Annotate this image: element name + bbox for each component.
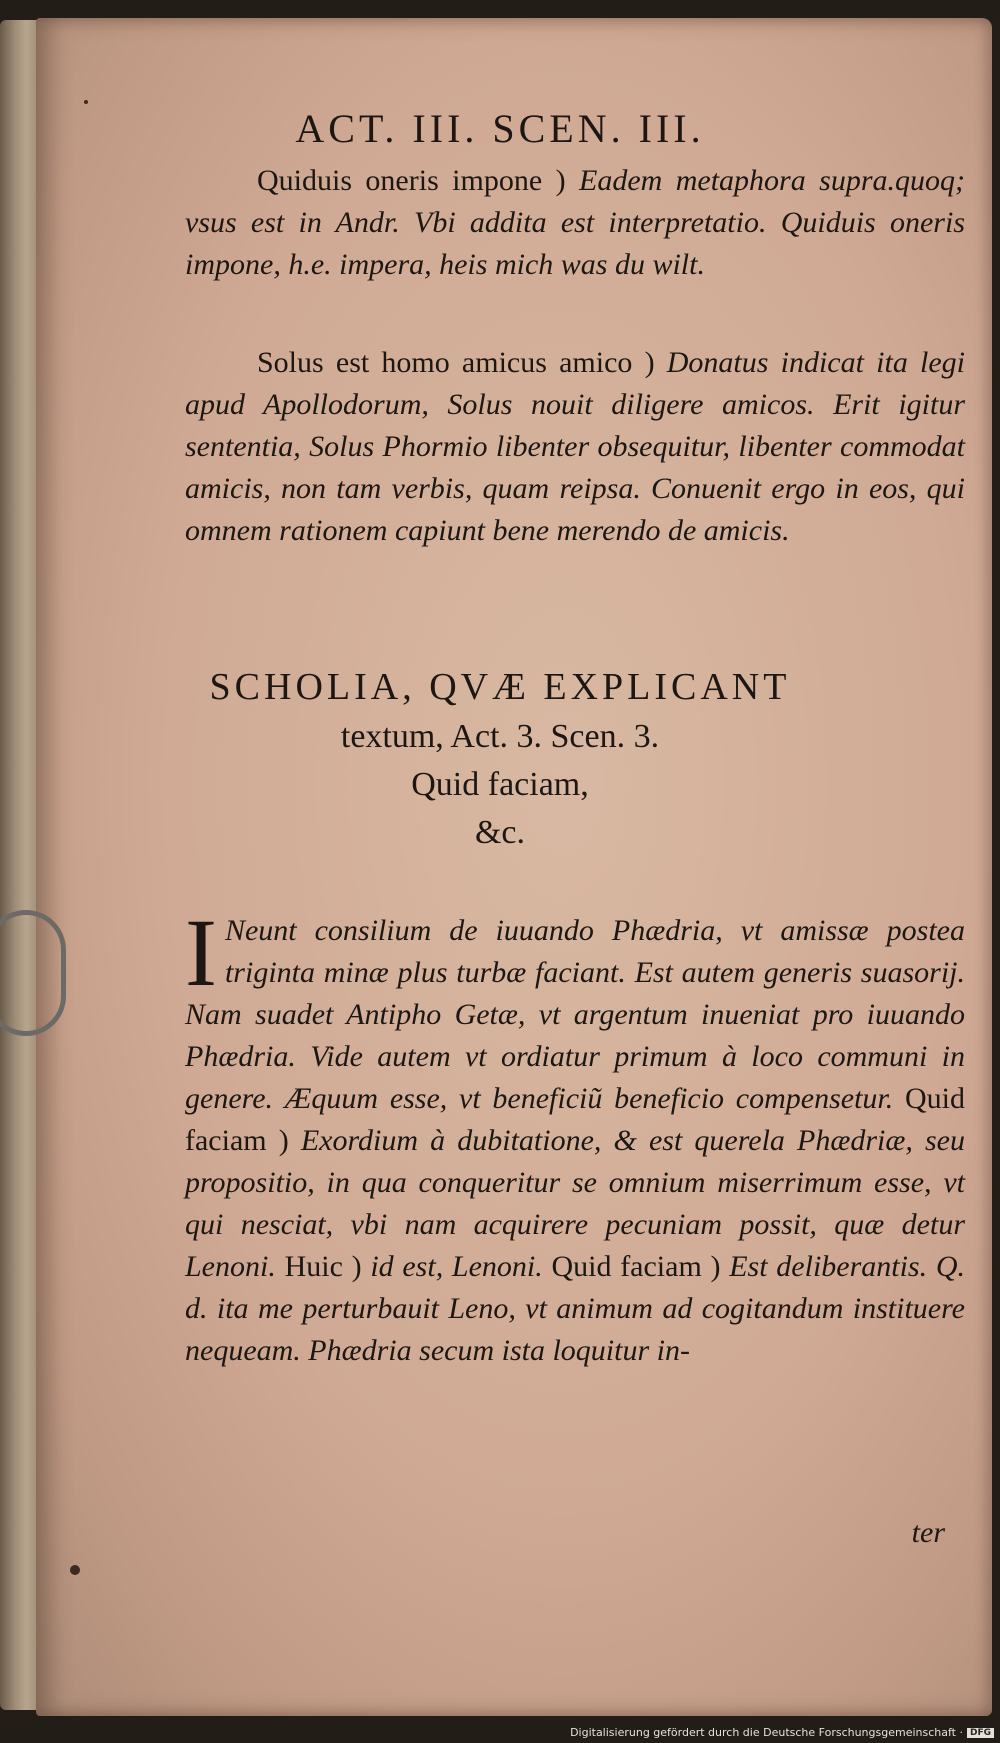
book-clasp-ring xyxy=(0,910,66,1036)
dfg-logo: DFG xyxy=(967,1728,994,1738)
scholia-paragraph xyxy=(185,899,965,1372)
scholia-text: Neunt consilium de iuuando Phædria, vt amissæ postea triginta minæ plus turbæ faciant. Est autem generis suasorij. Nam suadet Antipho Getæ, vt argentum inueniat pro iuuando Phædria. Vide autem vt ordiatur primum à loco communi in genere. Æquum esse, vt beneficiũ beneficio compensetur. xyxy=(185,914,965,1115)
scholia-text: Est deliberantis. Q. d. ita me perturbauit Leno, vt animum ad cogitandum instituere nequeam. Phædria secum ista loquitur in- xyxy=(185,1250,965,1367)
ink-speck xyxy=(70,1565,80,1575)
commentary-paragraph-2 xyxy=(185,342,965,552)
commentary-paragraph-1 xyxy=(185,160,965,286)
commentary-text: Donatus indicat ita legi apud Apollodorum, Solus nouit diligere amicos. Erit igitur sententia, Solus Phormio libenter obsequitur, libenter commodat amicis, non tam verbis, quam reipsa. Conuenit ergo in eos, qui omnem rationem capiunt bene merendo de amicis. xyxy=(185,346,965,547)
catchword: ter xyxy=(911,1516,945,1549)
scholia-text: Exordium à dubitatione, & est querela Phædriæ, seu propositio, in qua conqueritur se omnium miserrimum esse, vt qui nesciat, vbi nam acquirere pecuniam possit, quæ detur Lenoni. xyxy=(185,1124,965,1283)
lemma-text: Quiduis oneris impone ) xyxy=(257,164,566,197)
section-heading: SCHOLIA, QVÆ EXPLICANT xyxy=(209,666,791,708)
footer-credit: Digitalisierung gefördert durch die Deutsche Forschungsgemeinschaft · xyxy=(570,1726,963,1739)
running-head: ACT. III. SCEN. III. xyxy=(295,106,705,151)
section-subheading: textum, Act. 3. Scen. 3. xyxy=(340,718,660,755)
section-lemma: Quid faciam, xyxy=(411,766,589,803)
section-etc: &c. xyxy=(474,814,526,851)
lemma-text: Quid faciam ) xyxy=(542,1250,721,1283)
ink-speck xyxy=(84,100,88,104)
drop-cap-initial: I xyxy=(185,899,217,1006)
scholia-text: id est, Lenoni. xyxy=(361,1250,543,1283)
commentary-text: Eadem metaphora supra.quoq; vsus est in Andr. Vbi addita est interpretatio. Quiduis oneris impone, h.e. impera, heis mich was du wilt. xyxy=(185,164,965,281)
lemma-text: Solus est homo amicus amico ) xyxy=(257,346,655,379)
digitization-footer xyxy=(570,1726,994,1739)
lemma-text: Quid faciam ) xyxy=(185,1082,965,1157)
lemma-text: Huic ) xyxy=(275,1250,362,1283)
